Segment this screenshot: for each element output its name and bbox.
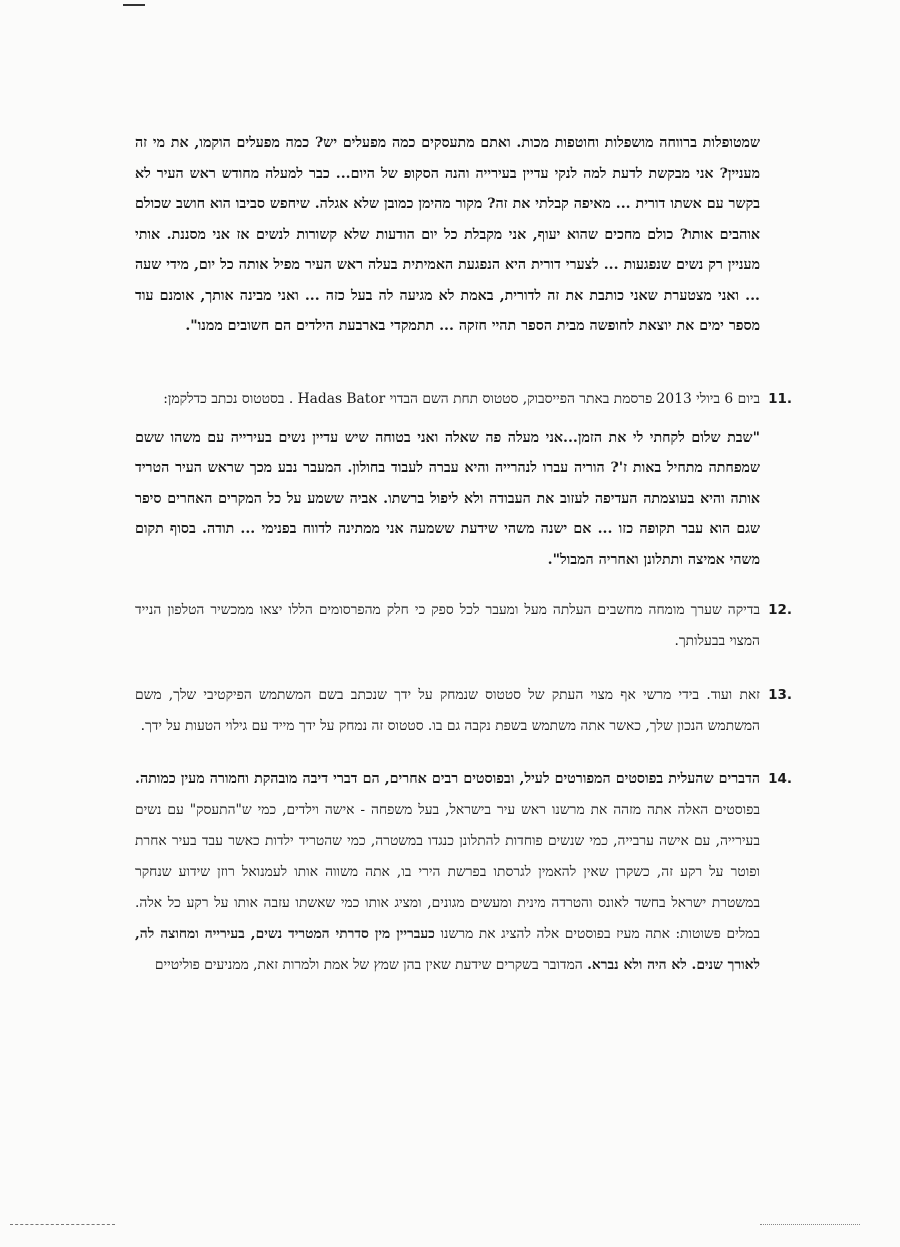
paragraph-14 <box>135 764 792 981</box>
paragraph-text: זאת ועוד. בידי מרשי אף מצוי העתק של סטטוס שנמחק על ידך שנכתב בשם המשתמש הפיקטיבי שלך, משם המשתמש הנכון שלך, כאשר אתה משתמש בשפת נקבה גם בו. סטטוס זה נמחק על ידך מייד עם גילוי הטעות על ידך. <box>135 687 760 734</box>
paragraph-text: ביום 6 ביולי 2013 פרסמת באתר הפייסבוק, סטטוס תחת השם הבדוי <box>389 390 760 407</box>
paragraph-text-cont: המדובר בשקרים שידעת שאין בהן שמץ של אמת ולמרות זאת, ממניעים פוליטיים <box>154 957 583 973</box>
quote-post-1: שמטופלות ברווחה מושפלות וחוטפות מכות. ואתם מתעסקים כמה מפעלים יש? כמה מפעלים הוקמו, את מי זה מעניין? אני מבקשת לדעת למה לנקי עדיין בעירייה והנה הסקופ של היום... כבר למעלה מחודש ראש העיר לא בקשר עם אשתו דורית ... מאיפה קבלתי את זה? מקור מהימן כמובן שלא אגלה. שיחפש סביבו הוא חושב שכולם אוהבים אותו? כולם מחכים שהוא יעוף, אני מקבלת כל יום הודעות שלא קשורות לנשים אז אני מסננת. אותי מעניין רק נשים שנפגעות ... לצערי דורית היא הנפגעת האמיתית בעלה ראש העיר מפיל אותה כל יום, מידי שעה ... ואני מצטערת שאני כותבת את זה לדורית, באמת לא מגיעה לה בעל כזה ... ואני מבינה אותך, אומנם עוד מספר ימים את יוצאת לחופשה מבית הספר תהיי חזקה ... תתמקדי בארבעת הילדים הם חשובים ממנו". <box>135 135 760 334</box>
paragraph-11 <box>135 384 792 415</box>
paragraph-text-cont: . בסטטוס נכתב כדלקמן: <box>163 390 294 407</box>
paragraph-number: 11. <box>768 390 792 407</box>
paragraph-12 <box>135 595 792 657</box>
fictitious-user-name: Hadas Bator <box>297 390 386 407</box>
paragraph-bold-mid: כעבריין מין סדרתי המטריד נשים, בעירייה ומחוצה לה, לאורך שנים. לא היה ולא נברא. <box>135 926 760 973</box>
scan-mark-bottom-right <box>760 1224 860 1226</box>
paragraph-text: בפוסטים האלה אתה מזהה את מרשנו ראש עיר בישראל, בעל משפחה - אישה וילדים, כמי ש"התעסק" עם נשים בעירייה, עם אישה ערבייה, כמי שנשים פוחדות להתלונן כנגדו במשטרה, כמי שהטריד ילדות כאשר עבד בעיר אחרת ופוטר על רקע זה, כשקרן שאין להאמין לגרסתו בפרשת הירי בו, אתה משווה אותו לעמנואל רוזן שידוע שנחקר במשטרת ישראל בחשד לאונס והטרדה מינית ומעשים מגונים, ומציג אותו כמי שאשתו עזבה אותו על רקע כל אלה. במלים פשוטות: אתה מעיז בפוסטים אלה להציג את מרשנו <box>135 802 760 942</box>
paragraph-number: 14. <box>768 771 792 787</box>
paragraph-bold-lead: הדברים שהעלית בפוסטים המפורטים לעיל, ובפוסטים רבים אחרים, הם דברי דיבה מובהקת וחמורה מעין כמותה. <box>135 771 760 787</box>
letter-body <box>135 128 792 981</box>
paragraph-13 <box>135 680 792 742</box>
paragraph-number: 12. <box>768 602 792 618</box>
paragraph-text: בדיקה שערך מומחה מחשבים העלתה מעל ומעבר לכל ספק כי חלק מהפרסומים הללו יצאו ממכשיר הטלפון הנייד המצוי בבעלותך. <box>135 602 760 649</box>
scan-mark-top <box>123 4 145 6</box>
scan-mark-bottom-left <box>10 1224 115 1226</box>
quote-post-2: "שבת שלום לקחתי לי את הזמן...אני מעלה פה שאלה ואני בטוחה שיש עדיין נשים בעירייה עם משהו ששם שמפחתה מתחיל באות ז'? הוריה עברו לנהרייה והיא עברה לעבוד בחולון. המעבר נבע מכך שראש העיר הטריד אותה והיא בעוצמתה העדיפה לעזוב את העבודה ולא ליפול ברשתו. אביה ששמע על כל המקרים האחרים סיפר שגם הוא עבר תקופה כזו ... אם ישנה משהי שידעת ששמעה אני ממתינה לדווח בפנימי ... תודה. בסוף תקום משהי אמיצה ותתלונן ואחריה המבול". <box>135 429 760 568</box>
paragraph-number: 13. <box>768 687 792 703</box>
